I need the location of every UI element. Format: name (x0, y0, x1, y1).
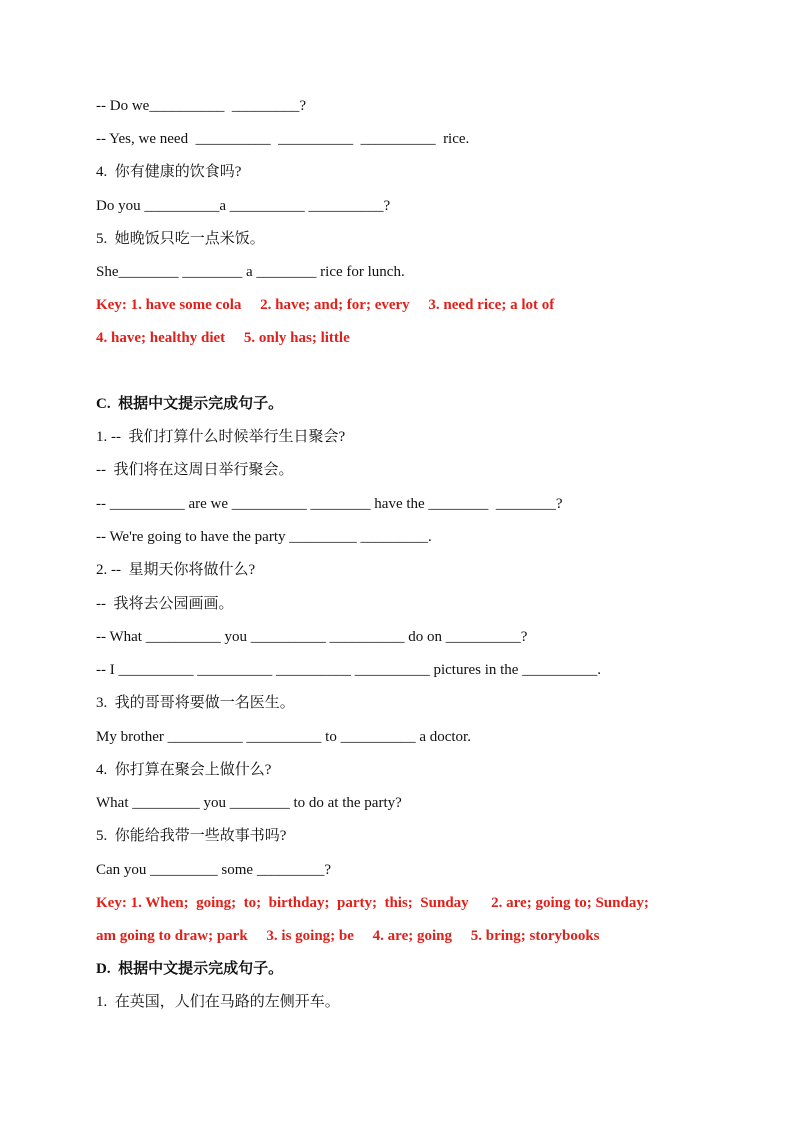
answer-key: Key: 1. have some cola 2. have; and; for; every 3. need rice; a lot of (96, 297, 555, 313)
chinese-prompt: 3. 我的哥哥将要做一名医生。 (96, 695, 295, 711)
section-c-heading: C. 根据中文提示完成句子。 (96, 396, 284, 412)
chinese-prompt: 1. 在英国，人们在马路的左侧开车。 (96, 994, 340, 1010)
exercise-line: -- What __________ you __________ __________ do on __________? (96, 629, 528, 645)
chinese-prompt: -- 我将去公园画画。 (96, 596, 234, 612)
exercise-line: -- __________ are we __________ ________ have the ________ ________? (96, 496, 563, 512)
exercise-line: Can you _________ some _________? (96, 862, 331, 878)
answer-key: am going to draw; park 3. is going; be 4. are; going 5. bring; storybooks (96, 928, 600, 944)
chinese-prompt: 5. 她晚饭只吃一点米饭。 (96, 231, 265, 247)
chinese-prompt: 4. 你有健康的饮食吗? (96, 164, 242, 180)
exercise-line: -- I __________ __________ __________ __________ pictures in the __________. (96, 662, 601, 678)
answer-key: 4. have; healthy diet 5. only has; little (96, 330, 350, 346)
exercise-line: She________ ________ a ________ rice for lunch. (96, 264, 405, 280)
exercise-line: What _________ you ________ to do at the party? (96, 795, 402, 811)
dialogue-line: -- Do we__________ _________? (96, 98, 306, 114)
dialogue-line: -- Yes, we need __________ __________ __________ rice. (96, 131, 470, 147)
chinese-prompt: 2. -- 星期天你将做什么? (96, 562, 256, 578)
answer-key: Key: 1. When; going; to; birthday; party; this; Sunday 2. are; going to; Sunday; (96, 895, 649, 911)
chinese-prompt: 5. 你能给我带一些故事书吗? (96, 828, 287, 844)
exercise-line: -- We're going to have the party _________ _________. (96, 529, 432, 545)
exercise-line: My brother __________ __________ to __________ a doctor. (96, 729, 471, 745)
section-d-heading: D. 根据中文提示完成句子。 (96, 961, 284, 977)
chinese-prompt: -- 我们将在这周日举行聚会。 (96, 462, 294, 478)
chinese-prompt: 4. 你打算在聚会上做什么? (96, 762, 272, 778)
chinese-prompt: 1. -- 我们打算什么时候举行生日聚会? (96, 429, 346, 445)
exercise-line: Do you __________a __________ __________? (96, 198, 391, 214)
